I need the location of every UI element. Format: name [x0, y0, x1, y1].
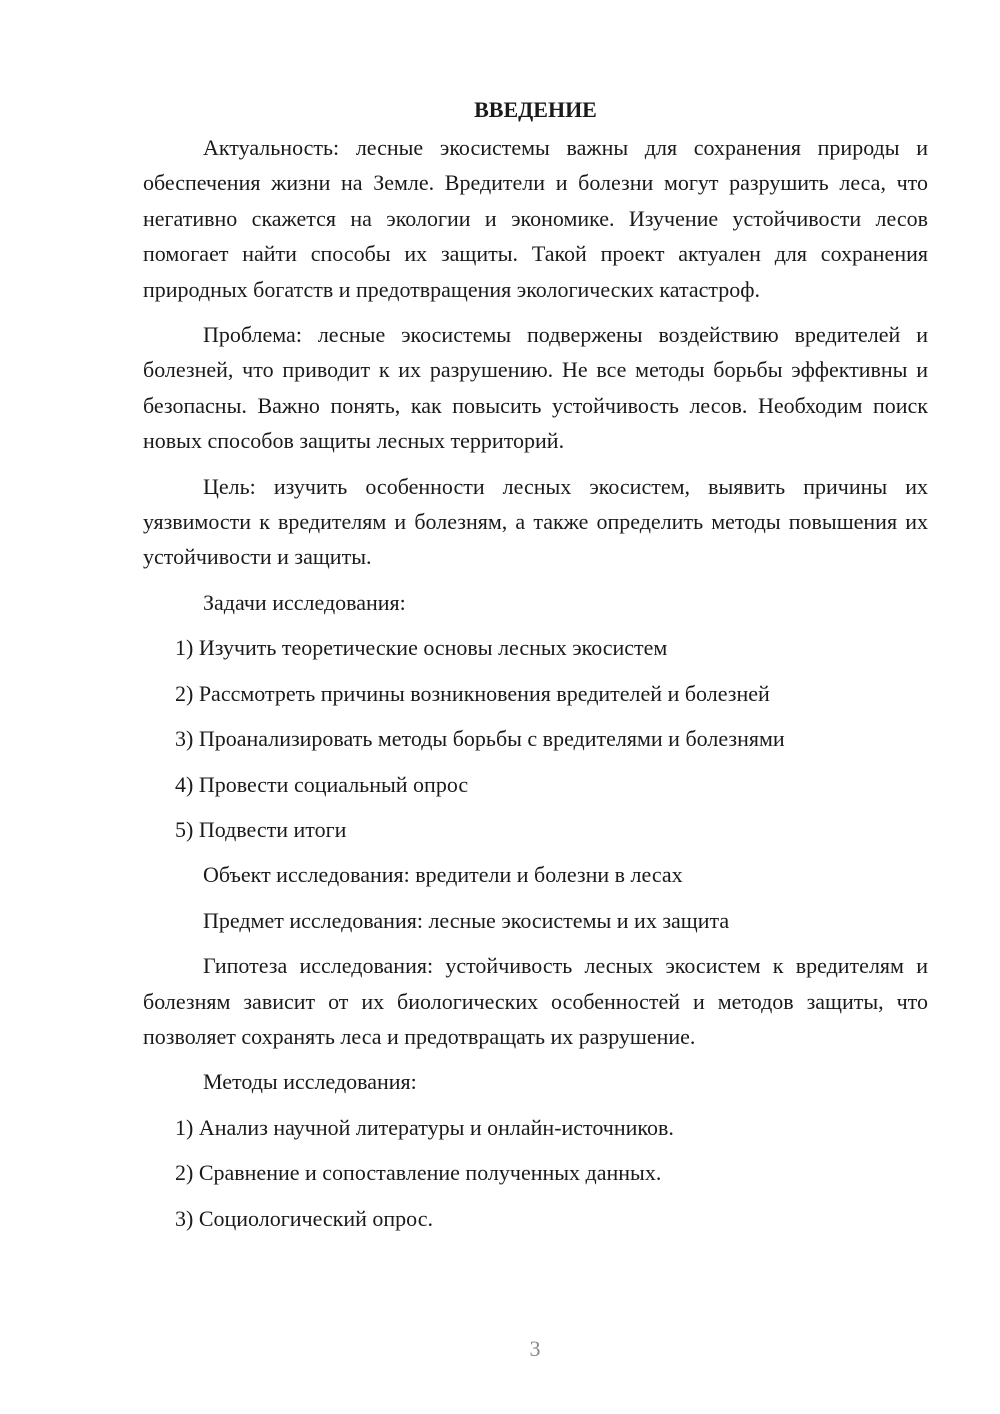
subject-line: Предмет исследования: лесные экосистемы и их защита: [203, 907, 730, 933]
list-item: 1) Анализ научной литературы и онлайн-источников.: [175, 1114, 674, 1140]
list-item: 3) Проанализировать методы борьбы с вредителями и болезнями: [175, 726, 785, 752]
object-line: Объект исследования: вредители и болезни в лесах: [203, 862, 683, 888]
page-number: 3: [529, 1336, 541, 1361]
list-item: 1) Изучить теоретические основы лесных экосистем: [175, 635, 668, 661]
tasks-list: [143, 630, 928, 847]
list-item: 3) Социологический опрос.: [175, 1205, 433, 1231]
relevance-paragraph: Актуальность: лесные экосистемы важны для сохранения природы и обеспечения жизни на Земле. Вредители и болезни могут разрушить леса, что негативно скажется на экологии и экономике. Изучение устойчивости лесов помогает найти способы их защиты. Такой проект актуален для сохранения природных богатств и предотвращения экологических катастроф.: [143, 135, 928, 302]
problem-paragraph: Проблема: лесные экосистемы подвержены воздействию вредителей и болезней, что приводит к их разрушению. Не все методы борьбы эффективны и безопасны. Важно понять, как повысить устойчивость лесов. Необходим поиск новых способов защиты лесных территорий.: [143, 322, 928, 454]
methods-heading: Методы исследования:: [203, 1069, 417, 1095]
list-item: 2) Сравнение и сопоставление полученных данных.: [175, 1160, 662, 1186]
goal-paragraph: Цель: изучить особенности лесных экосистем, выявить причины их уязвимости к вредителям и болезням, а также определить методы повышения их устойчивости и защиты.: [143, 473, 928, 570]
methods-list: [143, 1110, 928, 1236]
section-title: ВВЕДЕНИЕ: [474, 97, 597, 122]
list-item: 2) Рассмотреть причины возникновения вредителей и болезней: [175, 680, 770, 706]
tasks-heading: Задачи исследования:: [203, 589, 406, 615]
list-item: 5) Подвести итоги: [175, 816, 347, 842]
document-page: [143, 94, 928, 1246]
hypothesis-paragraph: Гипотеза исследования: устойчивость лесных экосистем к вредителям и болезням зависит от их биологических особенностей и методов защиты, что позволяет сохранять леса и предотвращать их разрушение.: [143, 953, 928, 1049]
list-item: 4) Провести социальный опрос: [175, 771, 469, 797]
